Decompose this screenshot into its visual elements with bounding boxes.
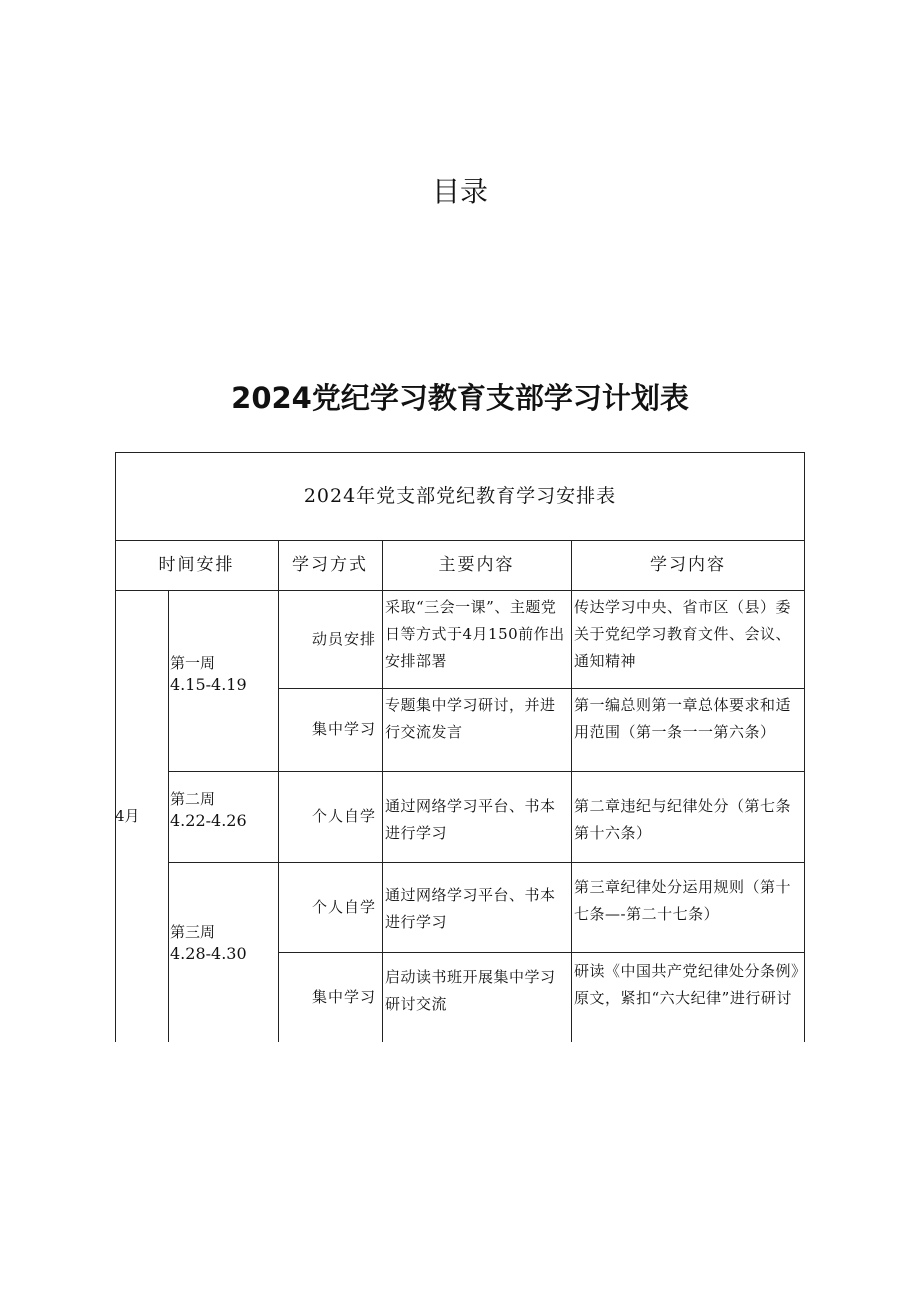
table-divider xyxy=(115,590,805,591)
week-name: 第一周 xyxy=(170,654,216,672)
row-3-method: 个人自学 xyxy=(311,807,376,825)
row-5-main-content: 启动读书班开展集中学习研讨交流 xyxy=(385,968,556,1013)
table-divider xyxy=(168,862,805,863)
row-1-method: 动员安排 xyxy=(311,629,376,648)
row-4-method: 个人自学 xyxy=(311,897,376,916)
table-divider xyxy=(168,771,805,772)
week-dates: 4.22-4.26 xyxy=(170,811,247,830)
week-name: 第三周 xyxy=(170,923,216,941)
row-5-study-content: 研读《中国共产党纪律处分条例》原文，紧扣“六大纪律”进行研讨 xyxy=(574,962,800,1007)
study-plan-table xyxy=(115,452,805,1042)
row-3-study-content: 第二章违纪与纪律处分（第七条第十六条） xyxy=(574,797,792,842)
row-1-main-content: 采取“三会一课”、主题党日等方式于4月150前作出安排部署 xyxy=(385,598,565,670)
row-2-main-content: 专题集中学习研讨，并进行交流发言 xyxy=(385,696,556,741)
table-divider xyxy=(168,590,169,1042)
row-4-study-content: 第三章纪律处分运用规则（第十七条—-第二十七条） xyxy=(574,878,792,923)
row-3-main-content: 通过网络学习平台、书本进行学习 xyxy=(385,797,556,842)
row-4-main-content: 通过网络学习平台、书本进行学习 xyxy=(385,886,556,931)
header-main-content: 主要内容 xyxy=(438,554,515,575)
week-name: 第二周 xyxy=(170,790,216,808)
header-time: 时间安排 xyxy=(158,554,235,575)
month-label: 4月 xyxy=(115,806,140,825)
week-1-cell xyxy=(170,652,276,696)
week-dates: 4.15-4.19 xyxy=(170,675,247,694)
week-3-cell xyxy=(170,921,276,965)
week-2-cell xyxy=(170,788,276,832)
document-title: 2024党纪学习教育支部学习计划表 xyxy=(231,381,689,415)
sheet-title: 2024年党支部党纪教育学习安排表 xyxy=(303,484,617,507)
row-1-study-content: 传达学习中央、省市区（县）委关于党纪学习教育文件、会议、通知精神 xyxy=(574,598,792,670)
row-2-study-content: 第一编总则第一章总体要求和适用范围（第一条一一第六条） xyxy=(574,696,792,741)
toc-title: 目录 xyxy=(431,175,488,208)
header-method: 学习方式 xyxy=(292,554,368,575)
row-5-method: 集中学习 xyxy=(311,987,376,1006)
header-study-content: 学习内容 xyxy=(650,554,726,575)
week-dates: 4.28-4.30 xyxy=(170,944,247,963)
row-2-method: 集中学习 xyxy=(311,720,376,738)
month-cell xyxy=(115,590,168,1042)
